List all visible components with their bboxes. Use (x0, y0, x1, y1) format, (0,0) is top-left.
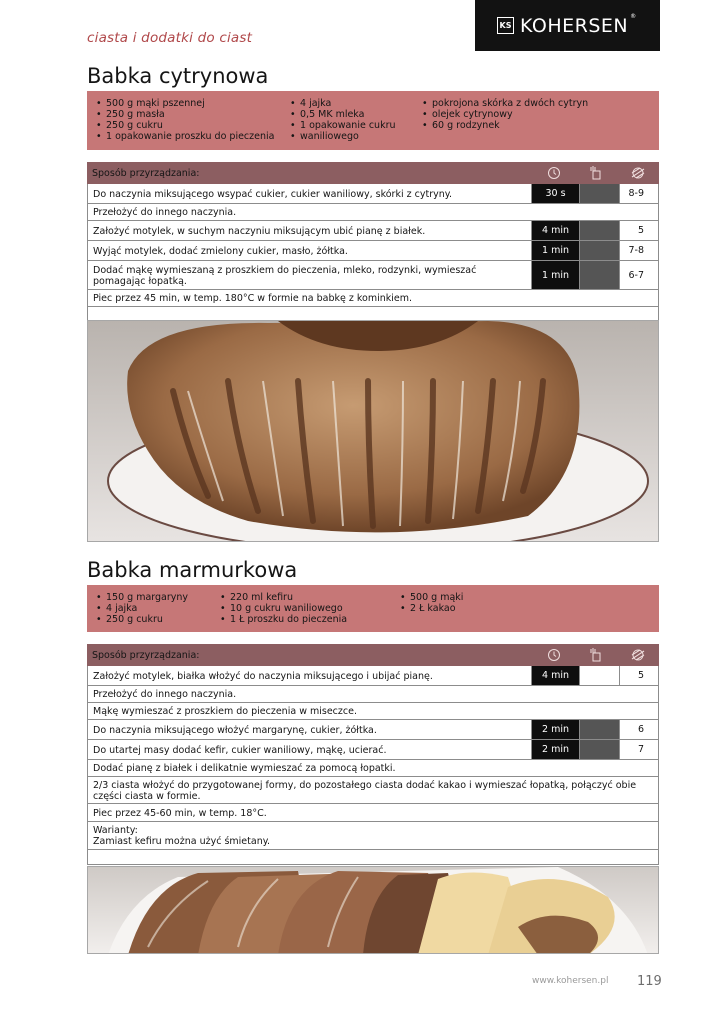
step-text: Mąkę wymieszać z proszkiem do pieczenia w miseczce. (93, 706, 357, 717)
ingredient-item: • 10 g cukru waniliowego (219, 603, 399, 614)
step-text: Przełożyć do innego naczynia. (93, 207, 237, 218)
ingredient-item: • 250 g masła (95, 109, 289, 120)
whisk-icon (575, 162, 617, 184)
method-label: Sposób przyrządzania: (92, 167, 200, 179)
ingredient-item: • olejek cytrynowy (421, 109, 588, 120)
ingredients-box (87, 91, 659, 150)
step-speed: 6-7 (619, 261, 658, 289)
ingredient-item: • 250 g cukru (95, 120, 289, 131)
step-text: Przełożyć do innego naczynia. (93, 689, 237, 700)
step-accessory (579, 241, 619, 260)
step-row (87, 703, 659, 720)
ingredient-item: • 150 g margaryny (95, 592, 219, 603)
ingredients-column (95, 98, 289, 144)
step-row (87, 686, 659, 703)
ingredient-item: • 60 g rodzynek (421, 120, 588, 131)
step-speed: 6 (619, 720, 658, 739)
step-text: Piec przez 45 min, w temp. 180°C w formie na babkę z kominkiem. (93, 293, 413, 304)
step-row (87, 204, 659, 221)
ingredient-item: • 250 g cukru (95, 614, 219, 625)
category-title: ciasta i dodatki do ciast (87, 30, 253, 46)
step-row (87, 290, 659, 307)
step-speed: 5 (619, 666, 658, 685)
step-accessory (579, 221, 619, 240)
step-row (87, 804, 659, 822)
method-header (87, 644, 659, 666)
brand-logo (475, 0, 660, 51)
note-text: Zamiast kefiru można użyć śmietany. (93, 836, 271, 847)
step-text: Wyjąć motylek, dodać zmielony cukier, masło, żółtka. (93, 245, 348, 257)
step-text: Dodać pianę z białek i delikatnie wymieszać za pomocą łopatki. (93, 763, 396, 774)
step-row (87, 720, 659, 740)
step-time: 2 min (531, 720, 579, 739)
step-accessory (579, 666, 619, 685)
step-row (87, 760, 659, 777)
brand-mark-icon: KS (497, 17, 514, 34)
step-row (87, 241, 659, 261)
ingredients-box (87, 585, 659, 632)
step-accessory (579, 261, 619, 289)
ingredient-item: • waniliowego (289, 131, 421, 142)
step-row (87, 740, 659, 760)
cake-photo (87, 320, 659, 542)
step-text: Do utartej masy dodać kefir, cukier waniliowy, mąkę, ucierać. (93, 744, 387, 756)
method-label: Sposób przyrządzania: (92, 649, 200, 661)
step-time: 1 min (531, 261, 579, 289)
step-time: 30 s (531, 184, 579, 203)
method-table (87, 644, 659, 865)
step-time: 2 min (531, 740, 579, 759)
step-time: 4 min (531, 666, 579, 685)
step-row (87, 822, 659, 850)
step-speed: 5 (619, 221, 658, 240)
cake-photo (87, 866, 659, 954)
step-speed: 7-8 (619, 241, 658, 260)
ingredient-item: • 220 ml kefiru (219, 592, 399, 603)
method-table (87, 162, 659, 322)
step-text: Piec przez 45-60 min, w temp. 18°C. (93, 807, 267, 819)
method-header (87, 162, 659, 184)
ingredient-item: • 1 opakowanie cukru (289, 120, 421, 131)
step-row (87, 666, 659, 686)
ingredient-item: • 4 jajka (289, 98, 421, 109)
step-note (88, 822, 658, 849)
timer-icon (533, 644, 575, 666)
recipe-title: Babka cytrynowa (87, 64, 269, 88)
footer-url: www.kohersen.pl (532, 976, 609, 986)
step-speed: 7 (619, 740, 658, 759)
step-text: Założyć motylek, w suchym naczyniu miksującym ubić pianę z białek. (93, 225, 426, 237)
ingredient-item: • 2 Ł kakao (399, 603, 463, 614)
step-text: Do naczynia miksującego włożyć margarynę, cukier, żółtka. (93, 724, 377, 736)
ingredient-item: • pokrojona skórka z dwóch cytryn (421, 98, 588, 109)
note-label: Warianty: (93, 825, 138, 836)
step-accessory (579, 740, 619, 759)
step-text: Dodać mąkę wymieszaną z proszkiem do pieczenia, mleko, rodzynki, wymieszać pomagając łopatką. (93, 264, 477, 287)
step-time: 1 min (531, 241, 579, 260)
recipe-title: Babka marmurkowa (87, 558, 298, 582)
ingredient-item: • 500 g mąki (399, 592, 463, 603)
step-time: 4 min (531, 221, 579, 240)
step-text: Do naczynia miksującego wsypać cukier, cukier waniliowy, skórki z cytryny. (93, 188, 453, 200)
page-number: 119 (637, 974, 662, 989)
ingredients-column (399, 592, 463, 626)
whisk-icon (575, 644, 617, 666)
brand-name: KOHERSEN (520, 14, 629, 37)
ingredients-column (289, 98, 421, 144)
ingredients-column (421, 98, 588, 144)
speed-icon (617, 644, 659, 666)
registered-mark: ® (630, 13, 637, 20)
ingredient-item: • 0,5 MK mleka (289, 109, 421, 120)
ingredient-item: • 1 Ł proszku do pieczenia (219, 614, 399, 625)
step-accessory (579, 720, 619, 739)
ingredient-item: • 1 opakowanie proszku do pieczenia (95, 131, 289, 142)
ingredient-item: • 500 g mąki pszennej (95, 98, 289, 109)
step-text: Założyć motylek, białka włożyć do naczynia miksującego i ubijać pianę. (93, 670, 433, 682)
timer-icon (533, 162, 575, 184)
ingredients-column (219, 592, 399, 626)
step-row (87, 221, 659, 241)
ingredients-column (95, 592, 219, 626)
step-row (87, 261, 659, 290)
step-row-blank (87, 850, 659, 865)
step-speed: 8-9 (619, 184, 658, 203)
speed-icon (617, 162, 659, 184)
ingredient-item: • 4 jajka (95, 603, 219, 614)
step-row (87, 184, 659, 204)
step-row (87, 777, 659, 804)
step-text: 2/3 ciasta włożyć do przygotowanej formy, do pozostałego ciasta dodać kakao i wymieszać łopatką, połączyć obie części ciasta w formie. (93, 779, 637, 802)
step-accessory (579, 184, 619, 203)
